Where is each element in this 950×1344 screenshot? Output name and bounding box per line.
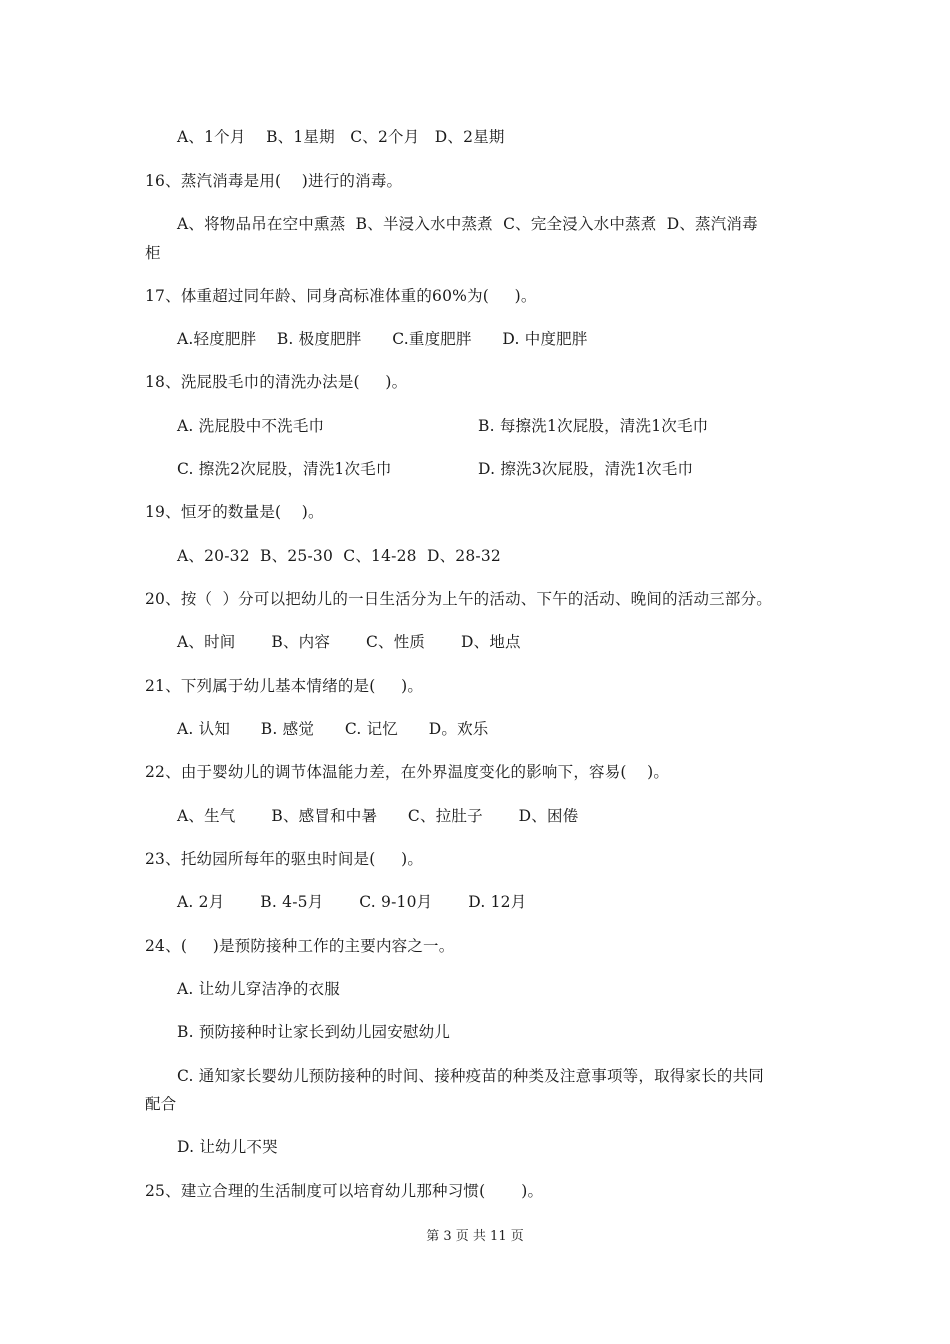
- question-18: 18、洗屁股毛巾的清洗办法是( )。: [145, 373, 408, 391]
- q24-option-c: C. 通知家长婴幼儿预防接种的时间、接种疫苗的种类及注意事项等，取得家长的共同: [177, 1067, 764, 1085]
- q18-option-a: A. 洗屁股中不洗毛巾: [177, 417, 325, 435]
- q22-options: A、生气 B、感冒和中暑 C、拉肚子 D、困倦: [177, 807, 579, 825]
- q19-options: A、20-32 B、25-30 C、14-28 D、28-32: [177, 547, 501, 565]
- q18-option-d: D. 擦洗3次屁股，清洗1次毛巾: [478, 460, 694, 478]
- q24-option-a: A. 让幼儿穿洁净的衣服: [177, 980, 340, 998]
- page-footer: 第 3 页 共 11 页: [426, 1229, 524, 1244]
- question-24: 24、( )是预防接种工作的主要内容之一。: [145, 937, 455, 955]
- q24-option-d: D. 让幼儿不哭: [177, 1138, 278, 1156]
- question-23: 23、托幼园所每年的驱虫时间是( )。: [145, 850, 424, 868]
- q17-options: A.轻度肥胖 B. 极度肥胖 C.重度肥胖 D. 中度肥胖: [177, 330, 588, 348]
- q24-option-c-continued: 配合: [145, 1095, 177, 1113]
- question-22: 22、由于婴幼儿的调节体温能力差，在外界温度变化的影响下，容易( )。: [145, 763, 670, 781]
- question-19: 19、恒牙的数量是( )。: [145, 503, 324, 521]
- question-17: 17、体重超过同年龄、同身高标准体重的60%为( )。: [145, 287, 537, 305]
- question-25: 25、建立合理的生活制度可以培育幼儿那种习惯( )。: [145, 1182, 544, 1200]
- q16-options: A、将物品吊在空中熏蒸 B、半浸入水中蒸煮 C、完全浸入水中蒸煮 D、蒸汽消毒: [177, 215, 758, 233]
- q18-option-b: B. 每擦洗1次屁股，清洗1次毛巾: [478, 417, 709, 435]
- q16-options-continued: 柜: [145, 244, 161, 262]
- q20-options: A、时间 B、内容 C、性质 D、地点: [177, 633, 521, 651]
- q15-options: A、1个月 B、1星期 C、2个月 D、2星期: [177, 128, 505, 146]
- question-16: 16、蒸汽消毒是用( )进行的消毒。: [145, 172, 403, 190]
- q23-options: A. 2月 B. 4-5月 C. 9-10月 D. 12月: [177, 893, 527, 911]
- question-20: 20、按（ ）分可以把幼儿的一日生活分为上午的活动、下午的活动、晚间的活动三部分。: [145, 590, 772, 608]
- q24-option-b: B. 预防接种时让家长到幼儿园安慰幼儿: [177, 1023, 451, 1041]
- q21-options: A. 认知 B. 感觉 C. 记忆 D。欢乐: [177, 720, 489, 738]
- q18-option-c: C. 擦洗2次屁股，清洗1次毛巾: [177, 460, 392, 478]
- question-21: 21、下列属于幼儿基本情绪的是( )。: [145, 677, 424, 695]
